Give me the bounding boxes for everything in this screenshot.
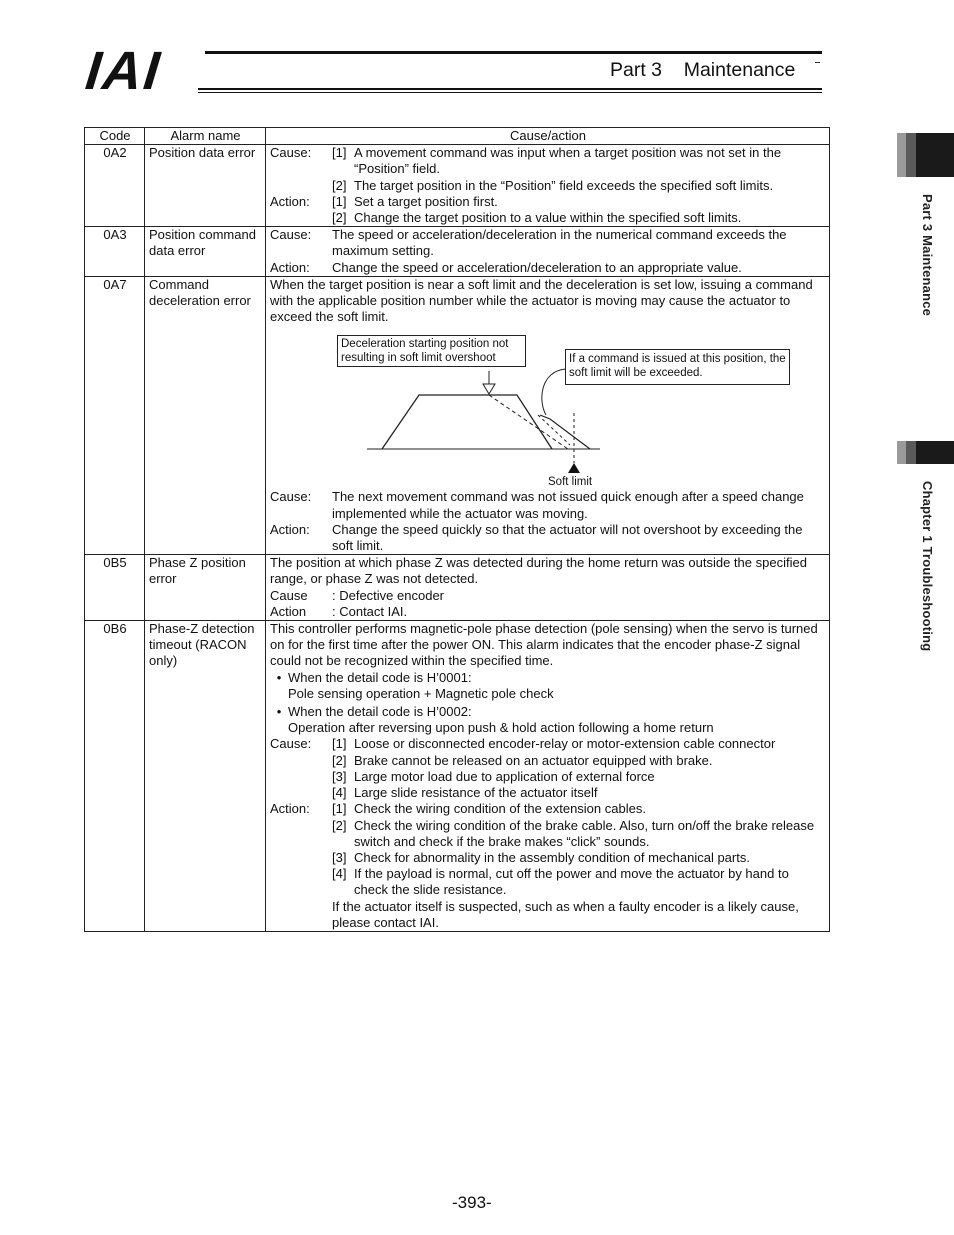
cause-label: Cause: [270,489,312,505]
alarm-code: 0A2 [85,145,145,227]
page-number: -393- [452,1193,492,1212]
soft-limit-label: Soft limit [548,476,593,489]
side-label-part: Part 3 Maintenance [920,194,935,317]
cause-action-cell: Cause: [1] A movement command was input when a target position was not set in the “Position” field. [2] The target position in the “Position” field exceeds the specified soft limits. Action: [1] Set a target position first. [2] Change the target position to a value within the specified soft limits. [266,145,830,227]
cause-label: Cause [270,587,308,603]
part-title: Part 3 Maintenance [610,59,796,81]
row-intro: When the target position is near a soft limit and the deceleration is set low, issuing a command with the applicable position number while the actuator is moving may cause the actuator to exceed the soft limit. [270,276,813,325]
alarm-code: 0B5 [85,555,145,621]
header-code: Code [85,128,145,145]
cause-action-cell: The position at which phase Z was detected during the home return was outside the specified range, or phase Z was not detected. Cause : Defective encoder Action : Contact IAI. [266,555,830,621]
alarm-name: Position command data error [145,227,266,277]
table-row [85,145,830,227]
header-rule [198,88,822,90]
deceleration-start-callout: Deceleration starting position not resulting in soft limit overshoot [337,335,526,367]
header-rule [198,92,822,93]
cause-label: Cause: [270,736,312,752]
action-label: Action: [270,259,310,275]
header-rule [205,51,822,54]
soft-limit-diagram [270,331,826,489]
action-label: Action [270,603,307,619]
iai-logo: IAI [82,41,165,101]
table-row [85,555,830,621]
action-label: Action: [270,521,310,537]
cause-action-cell: Cause: The speed or acceleration/deceleration in the numerical command exceeds the maximum setting. Action: Change the speed or acceleration/deceleration to an appropriate value. [266,227,830,277]
alarm-name: Phase-Z detection timeout (RACON only) [145,621,266,932]
header-tick [815,62,820,63]
table-row [85,621,830,932]
cause-action-cell: This controller performs magnetic-pole phase detection (pole sensing) when the servo is turned on for the first time after the power ON. This alarm indicates that the encoder phase-Z signal could not be recognized within the specified time. • When the detail code is H’0001: Pole sensing operation + Magnetic pole check • When the detail code is H’0002: Operation after reversing upon push & hold action following a home return Cause: [1] Loose or disconnected encoder-relay or motor-extension cable connector [2] Brake cannot be released on an actuator equipped with brake. [3] Large motor load due to application of external force [4] Large slide resistance of the actuator itself Action: [1] Check the wiring condition of the extension cables. [2] Check the wiring condition of the brake cable. Also, turn on/off the brake release switch and check if the brake makes “click” sounds. [3] Check for abnormality in the assembly condition of mechanical parts. [4] If the payload is normal, cut off the power and move the actuator by hand to check the slide resistance. If the actuator itself is suspected, such as when a faulty encoder is a likely cause, please contact IAI. [266,621,830,932]
action-label: Action: [270,801,310,817]
table-header-row [85,128,830,145]
alarm-table [84,127,830,932]
action-label: Action: [270,193,310,209]
bullet-icon: • [276,704,282,720]
alarm-code: 0A3 [85,227,145,277]
alarm-code: 0A7 [85,276,145,554]
cause-label: Cause: [270,227,312,243]
header-alarm-name: Alarm name [145,128,266,145]
alarm-code: 0B6 [85,621,145,932]
bullet-icon: • [276,669,282,685]
alarm-name: Command deceleration error [145,276,266,554]
alarm-name: Position data error [145,145,266,227]
cause-action-cell: When the target position is near a soft limit and the deceleration is set low, issuing a command with the applicable position number while the actuator is moving may cause the actuator to exceed the soft limit. Deceleration starting position not resulting in soft limit overshoot If a command is issued at this position, the soft limit will be exceeded. Soft limit Cause: The next movement command was not issued quick enough after a speed change implemented while the actuator was moving. Action: Change the speed quickly so that the actuator will not overshoot by exceeding the soft limit. [266,276,830,554]
cause-label: Cause: [270,145,312,161]
table-row [85,276,830,554]
side-label-chapter: Chapter 1 Troubleshooting [920,481,935,652]
alarm-name: Phase Z position error [145,555,266,621]
header-cause-action: Cause/action [266,128,830,145]
command-position-callout: If a command is issued at this position, the soft limit will be exceeded. [565,349,790,385]
table-row [85,227,830,277]
